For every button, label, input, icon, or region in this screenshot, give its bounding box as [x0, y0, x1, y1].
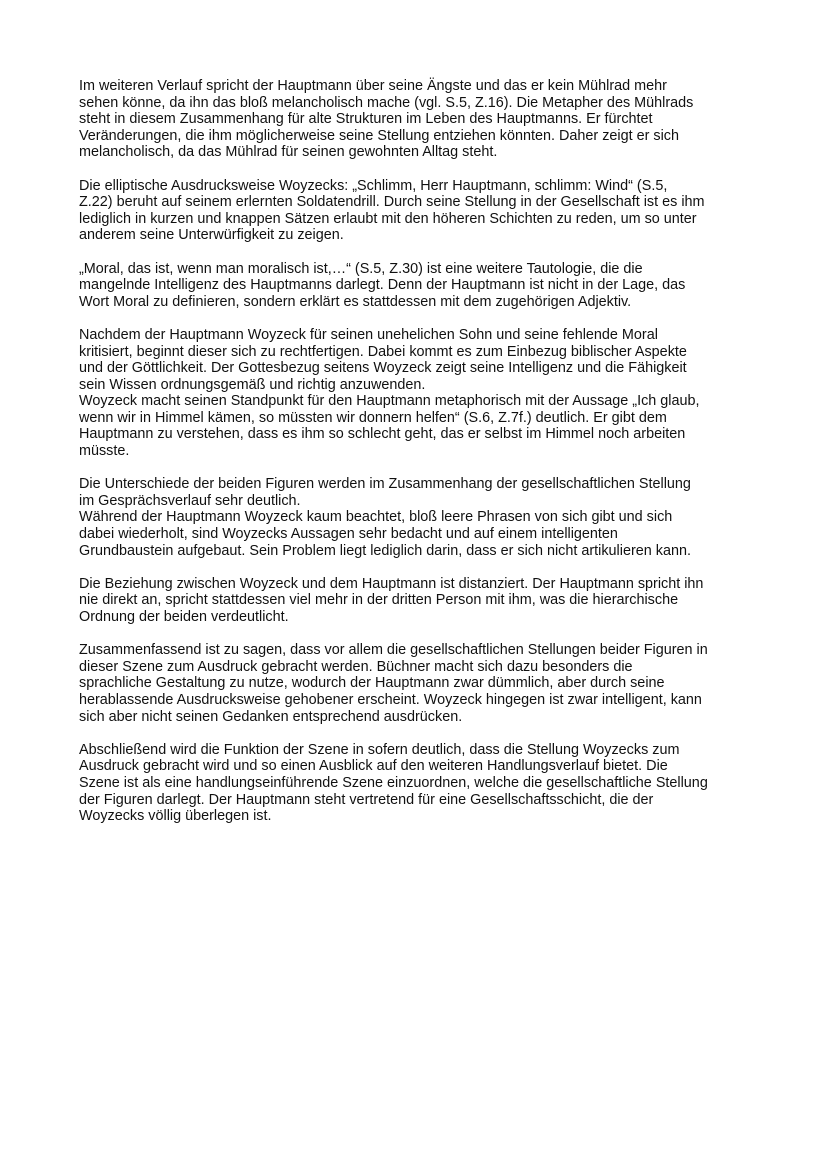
- text-line: sehen könne, da ihn das bloß melancholisch mache (vgl. S.5, Z.16). Die Metapher des Mühlrads: [79, 94, 694, 111]
- text-line: Szene ist als eine handlungseinführende Szene einzuordnen, welche die gesellschaftliche Stellung: [79, 774, 708, 791]
- paragraph-6: [79, 576, 759, 626]
- text-line: Woyzecks völlig überlegen ist.: [79, 808, 272, 825]
- text-line: der Figuren darlegt. Der Hauptmann steht vertretend für eine Gesellschaftsschicht, die der: [79, 791, 654, 808]
- text-line: sprachliche Gestaltung zu nutze, wodurch der Hauptmann zwar dümmlich, aber durch seine: [79, 675, 665, 692]
- text-line: dieser Szene zum Ausdruck gebracht werden. Büchner macht sich dazu besonders die: [79, 658, 633, 675]
- text-line: Die Beziehung zwischen Woyzeck und dem Hauptmann ist distanziert. Der Hauptmann spricht ihn: [79, 575, 704, 592]
- text-line: steht in diesem Zusammenhang für alte Strukturen im Leben des Hauptmanns. Er fürchtet: [79, 111, 653, 128]
- text-line: Die elliptische Ausdrucksweise Woyzecks: „Schlimm, Herr Hauptmann, schlimm: Wind“ (S.5,: [79, 177, 668, 194]
- paragraph-1: [79, 78, 759, 161]
- paragraph-8: [79, 742, 759, 825]
- text-line: wenn wir in Himmel kämen, so müssten wir donnern helfen“ (S.6, Z.7f.) deutlich. Er gibt dem: [79, 409, 667, 426]
- paragraph-3: [79, 261, 759, 311]
- text-line: mangelnde Intelligenz des Hauptmanns darlegt. Denn der Hauptmann ist nicht in der Lage, das: [79, 277, 686, 294]
- paragraph-4: [79, 327, 759, 460]
- text-line: und der Göttlichkeit. Der Gottesbezug seitens Woyzeck zeigt seine Intelligenz und die Fähigkeit: [79, 360, 687, 377]
- text-line: Veränderungen, die ihm möglicherweise seine Stellung entziehen könnten. Daher zeigt er sich: [79, 127, 679, 144]
- text-line: Grundbaustein aufgebaut. Sein Problem liegt lediglich darin, dass er sich nicht artikulieren kann.: [79, 542, 691, 559]
- text-line: sein Wissen ordnungsgemäß und richtig anzuwenden.: [79, 376, 426, 393]
- text-line: müsste.: [79, 443, 130, 460]
- text-line: Zusammenfassend ist zu sagen, dass vor allem die gesellschaftlichen Stellungen beider Figuren in: [79, 642, 708, 659]
- text-line: Ordnung der beiden verdeutlicht.: [79, 609, 289, 625]
- text-line: Nachdem der Hauptmann Woyzeck für seinen unehelichen Sohn und seine fehlende Moral: [79, 326, 658, 343]
- text-line: Während der Hauptmann Woyzeck kaum beachtet, bloß leere Phrasen von sich gibt und sich: [79, 509, 673, 526]
- text-line: kritisiert, beginnt dieser sich zu rechtfertigen. Dabei kommt es zum Einbezug biblischer Aspekte: [79, 343, 687, 360]
- text-line: im Gesprächsverlauf sehr deutlich.: [79, 492, 301, 509]
- text-line: anderem seine Unterwürfigkeit zu zeigen.: [79, 227, 344, 244]
- document-page: [79, 78, 759, 841]
- text-line: Die Unterschiede der beiden Figuren werden im Zusammenhang der gesellschaftlichen Stellung: [79, 476, 691, 493]
- text-line: melancholisch, da das Mühlrad für seinen gewohnten Alltag steht.: [79, 144, 498, 161]
- text-line: Woyzeck macht seinen Standpunkt für den Hauptmann metaphorisch mit der Aussage „Ich glaub,: [79, 393, 700, 410]
- text-line: „Moral, das ist, wenn man moralisch ist,…“ (S.5, Z.30) ist eine weitere Tautologie, die die: [79, 260, 643, 277]
- text-line: Z.22) beruht auf seinem erlernten Soldatendrill. Durch seine Stellung in der Gesellschaft ist es ihm: [79, 194, 705, 211]
- text-line: Abschließend wird die Funktion der Szene in sofern deutlich, dass die Stellung Woyzecks zum: [79, 741, 680, 758]
- text-line: Wort Moral zu definieren, sondern erklärt es stattdessen mit dem zugehörigen Adjektiv.: [79, 293, 632, 310]
- text-line: lediglich in kurzen und knappen Sätzen erlaubt mit den höheren Schichten zu reden, um so unter: [79, 210, 697, 227]
- text-line: Im weiteren Verlauf spricht der Hauptmann über seine Ängste und das er kein Mühlrad mehr: [79, 78, 667, 94]
- text-line: nie direkt an, spricht stattdessen viel mehr in der dritten Person mit ihm, was die hierarchische: [79, 592, 679, 609]
- paragraph-7: [79, 642, 759, 725]
- paragraph-5: [79, 476, 759, 559]
- text-line: dabei wiederholt, sind Woyzecks Aussagen sehr bedacht und auf einem intelligenten: [79, 526, 618, 543]
- paragraph-2: [79, 178, 759, 244]
- text-line: sich aber nicht seinen Gedanken entsprechend ausdrücken.: [79, 708, 463, 725]
- text-line: herablassende Ausdrucksweise gehobener erscheint. Woyzeck hingegen ist zwar intelligent, kann: [79, 691, 702, 708]
- text-line: Ausdruck gebracht wird und so einen Ausblick auf den weiteren Handlungsverlauf bietet. Die: [79, 758, 668, 775]
- text-line: Hauptmann zu verstehen, dass es ihm so schlecht geht, das er selbst im Himmel noch arbeiten: [79, 426, 686, 443]
